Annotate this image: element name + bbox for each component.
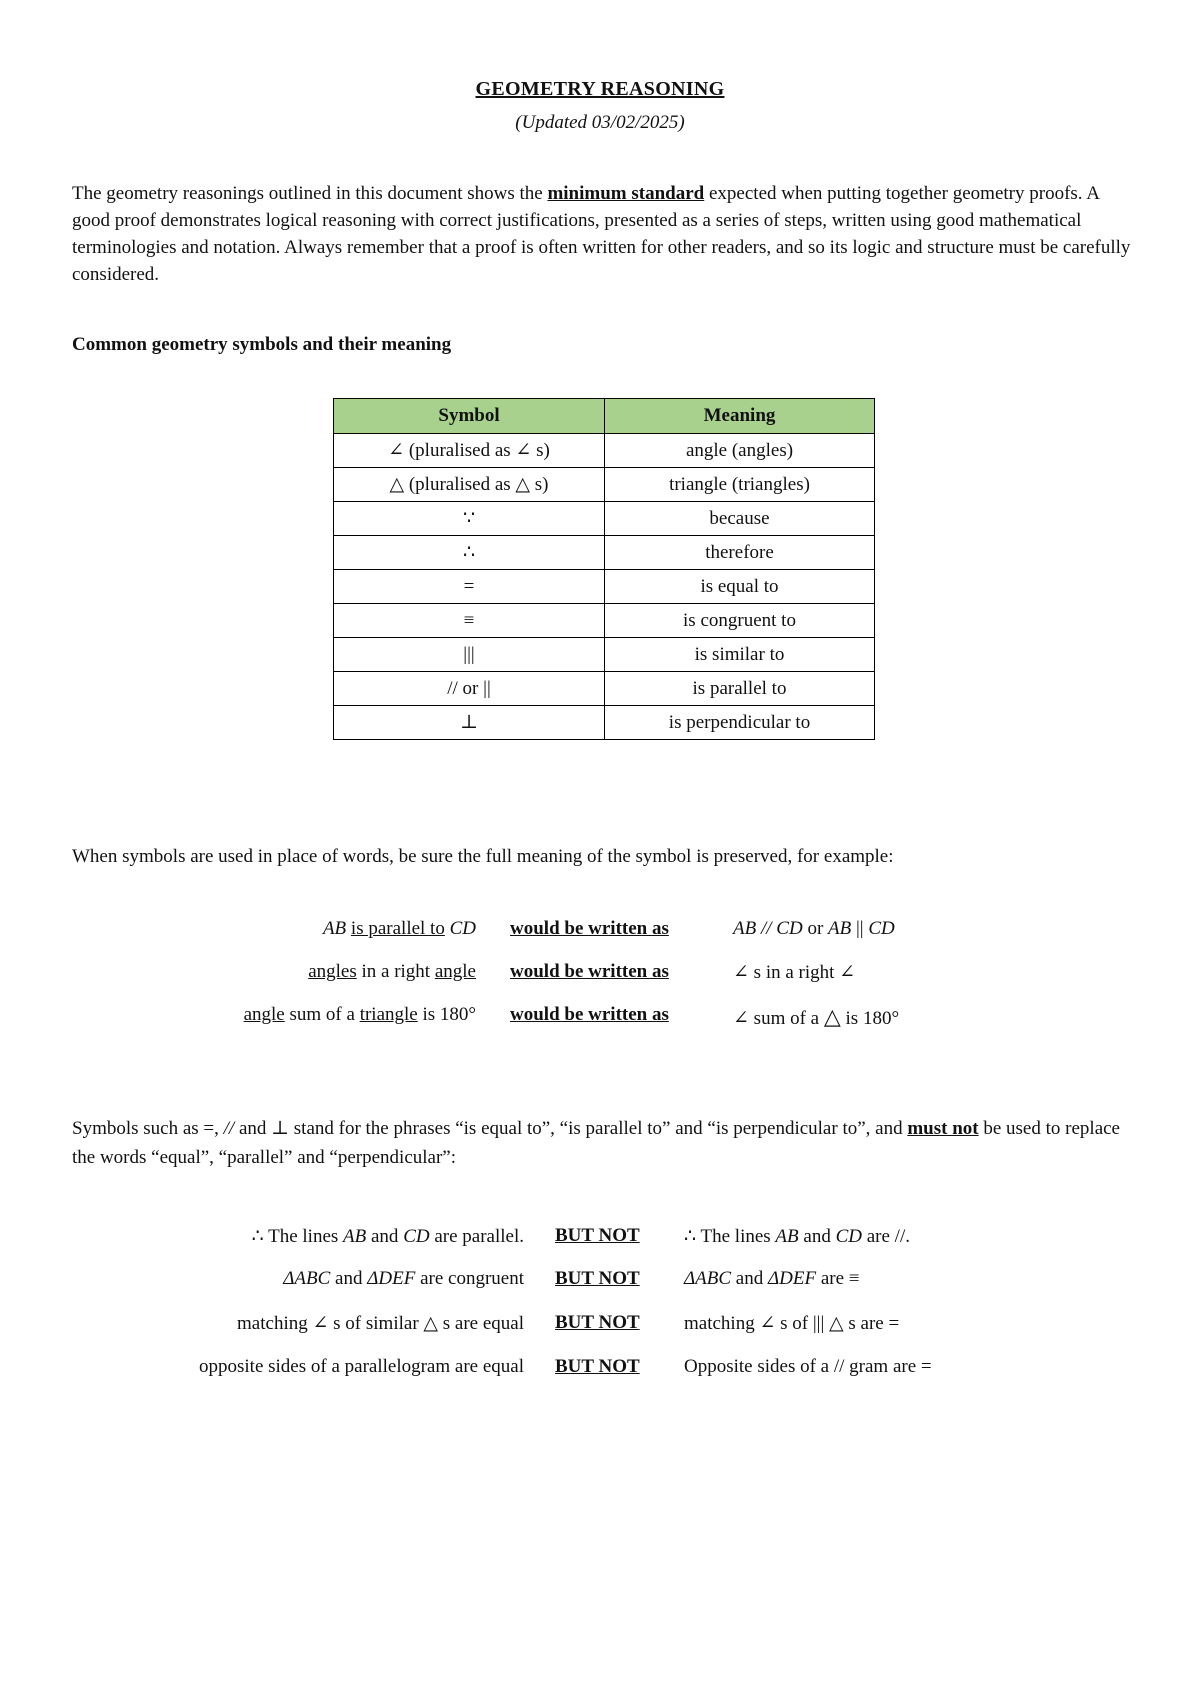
parallel-symbol: // [223,1118,235,1139]
document-title: GEOMETRY REASONING [475,78,725,100]
connector-label: would be written as [510,961,669,982]
symbol-cell: △ (pluralised as △ s) [334,468,605,502]
word: angles [308,961,357,982]
text: and [731,1268,768,1289]
word: angle [243,1004,285,1025]
correct-usage: matching ∠ s of similar △ s are equal [237,1313,524,1334]
parallel-symbol: || [855,918,864,939]
symbols-heading: Common geometry symbols and their meaning [72,334,452,355]
symbol-cell: ∠ (pluralised as ∠ s) [334,434,605,468]
misuse-paragraph [72,1114,1132,1172]
usage-example-symbols [733,961,855,984]
triangle-symbol: △ [823,1004,841,1029]
table-row [334,536,875,570]
text: ∴ The lines [251,1226,344,1247]
triangle-def: ΔDEF [767,1268,817,1289]
incorrect-usage: Opposite sides of a // gram are = [684,1356,932,1377]
word: is 180° [840,1008,900,1029]
incorrect-usage [684,1268,860,1290]
word: s in a right [748,962,840,983]
symbol-cell: ||| [334,638,605,672]
usage-example-words [244,1004,476,1026]
word: sum of a [284,1004,360,1025]
correct-usage [283,1268,524,1290]
meaning-cell: is congruent to [605,604,875,638]
word: triangle [359,1004,418,1025]
term-cd: CD [835,1226,862,1247]
meaning-cell: is equal to [605,570,875,604]
triangle-def: ΔDEF [367,1268,416,1289]
symbol-table [333,398,875,740]
symbol-cell: ⊥ [334,706,605,740]
meaning-cell: triangle (triangles) [605,468,875,502]
misuse-example-row [0,1268,1200,1300]
table-row [334,434,875,468]
intro-paragraph [72,180,1132,288]
text: and [234,1118,272,1139]
table-row [334,638,875,672]
text: are //. [861,1226,910,1247]
term-cd: CD [868,918,895,939]
phrase: is parallel to [350,918,445,939]
text: and [366,1226,404,1247]
usage-example-symbols [733,1004,899,1030]
term-cd: CD [449,918,476,939]
table-row [334,570,875,604]
incorrect-usage [684,1225,910,1248]
updated-date: (Updated 03/02/2025) [515,112,685,133]
usage-example-row [0,918,1200,948]
usage-example-symbols [733,918,895,940]
intro-text-2: expected when putting together geometry proofs. A good proof demonstrates logical reasoning with correct justifications, presented as a series of steps, written using good mathematical terminologies and notation. Always remember that a proof is often written for other readers, and so its logic and structure must be carefully considered. [72,183,1131,285]
angle-symbol: ∠ [733,1008,749,1029]
text: are congruent [415,1268,524,1289]
usage-example-words [323,918,476,940]
incorrect-usage: matching ∠ s of ||| △ s are = [684,1313,900,1334]
meaning-cell: is perpendicular to [605,706,875,740]
symbol-cell: ∵ [334,502,605,536]
text: are ≡ [816,1268,860,1289]
text: Symbols such as =, [72,1118,224,1139]
meaning-cell: therefore [605,536,875,570]
table-row [334,468,875,502]
connector-label: would be written as [510,1004,669,1025]
usage-example-row [0,961,1200,991]
text: and [330,1268,368,1289]
correct-usage: opposite sides of a parallelogram are equal [199,1356,524,1377]
misuse-example-row [0,1312,1200,1344]
text: stand for the phrases “is equal to”, “is parallel to” and “is perpendicular to”, and [289,1118,908,1139]
text: are parallel. [429,1226,524,1247]
symbol-cell: = [334,570,605,604]
table-row [334,604,875,638]
term-ab: AB [733,918,757,939]
meaning-cell: angle (angles) [605,434,875,468]
table-row [334,502,875,536]
misuse-example-row [0,1356,1200,1388]
term-ab: AB [775,1226,799,1247]
intro-emphasis: minimum standard [547,183,705,204]
table-row [334,672,875,706]
intro-text-1: The geometry reasonings outlined in this document shows the [72,183,548,204]
correct-usage [252,1225,524,1248]
triangle-abc: ΔABC [283,1268,331,1289]
term-ab: AB [828,918,852,939]
triangle-abc: ΔABC [684,1268,732,1289]
symbol-cell: // or || [334,672,605,706]
must-not-emphasis: must not [907,1118,979,1139]
usage-intro: When symbols are used in place of words, be sure the full meaning of the symbol is preserved, for example: [72,846,894,867]
but-not-label: BUT NOT [555,1312,640,1333]
parallel-symbol: // [760,918,772,939]
text: and [798,1226,836,1247]
but-not-label: BUT NOT [555,1356,640,1377]
angle-symbol: ∠ [733,962,749,983]
term-cd: CD [403,1226,430,1247]
or-word: or [807,918,824,939]
misuse-example-row [0,1225,1200,1257]
meaning-column-header: Meaning [605,399,875,434]
symbol-cell: ≡ [334,604,605,638]
word: angle [434,961,476,982]
table-row [334,706,875,740]
angle-symbol: ∠ [839,962,856,983]
term-ab: AB [343,1226,367,1247]
text: ∴ The lines [684,1226,776,1247]
connector-label: would be written as [510,918,669,939]
usage-example-words [308,961,476,983]
word: sum of a [748,1008,824,1029]
meaning-cell: is similar to [605,638,875,672]
but-not-label: BUT NOT [555,1225,640,1246]
word: is 180° [417,1004,476,1025]
symbol-table-header-row [334,399,875,434]
meaning-cell: because [605,502,875,536]
word: in a right [356,961,435,982]
but-not-label: BUT NOT [555,1268,640,1289]
symbol-column-header: Symbol [334,399,605,434]
usage-example-row [0,1004,1200,1034]
text: be used to replace the words “equal”, “parallel” and “perpendicular”: [72,1118,1120,1168]
symbol-cell: ∴ [334,536,605,570]
perpendicular-symbol: ⊥ [271,1118,290,1139]
meaning-cell: is parallel to [605,672,875,706]
term-ab: AB [322,918,347,939]
term-cd: CD [776,918,803,939]
